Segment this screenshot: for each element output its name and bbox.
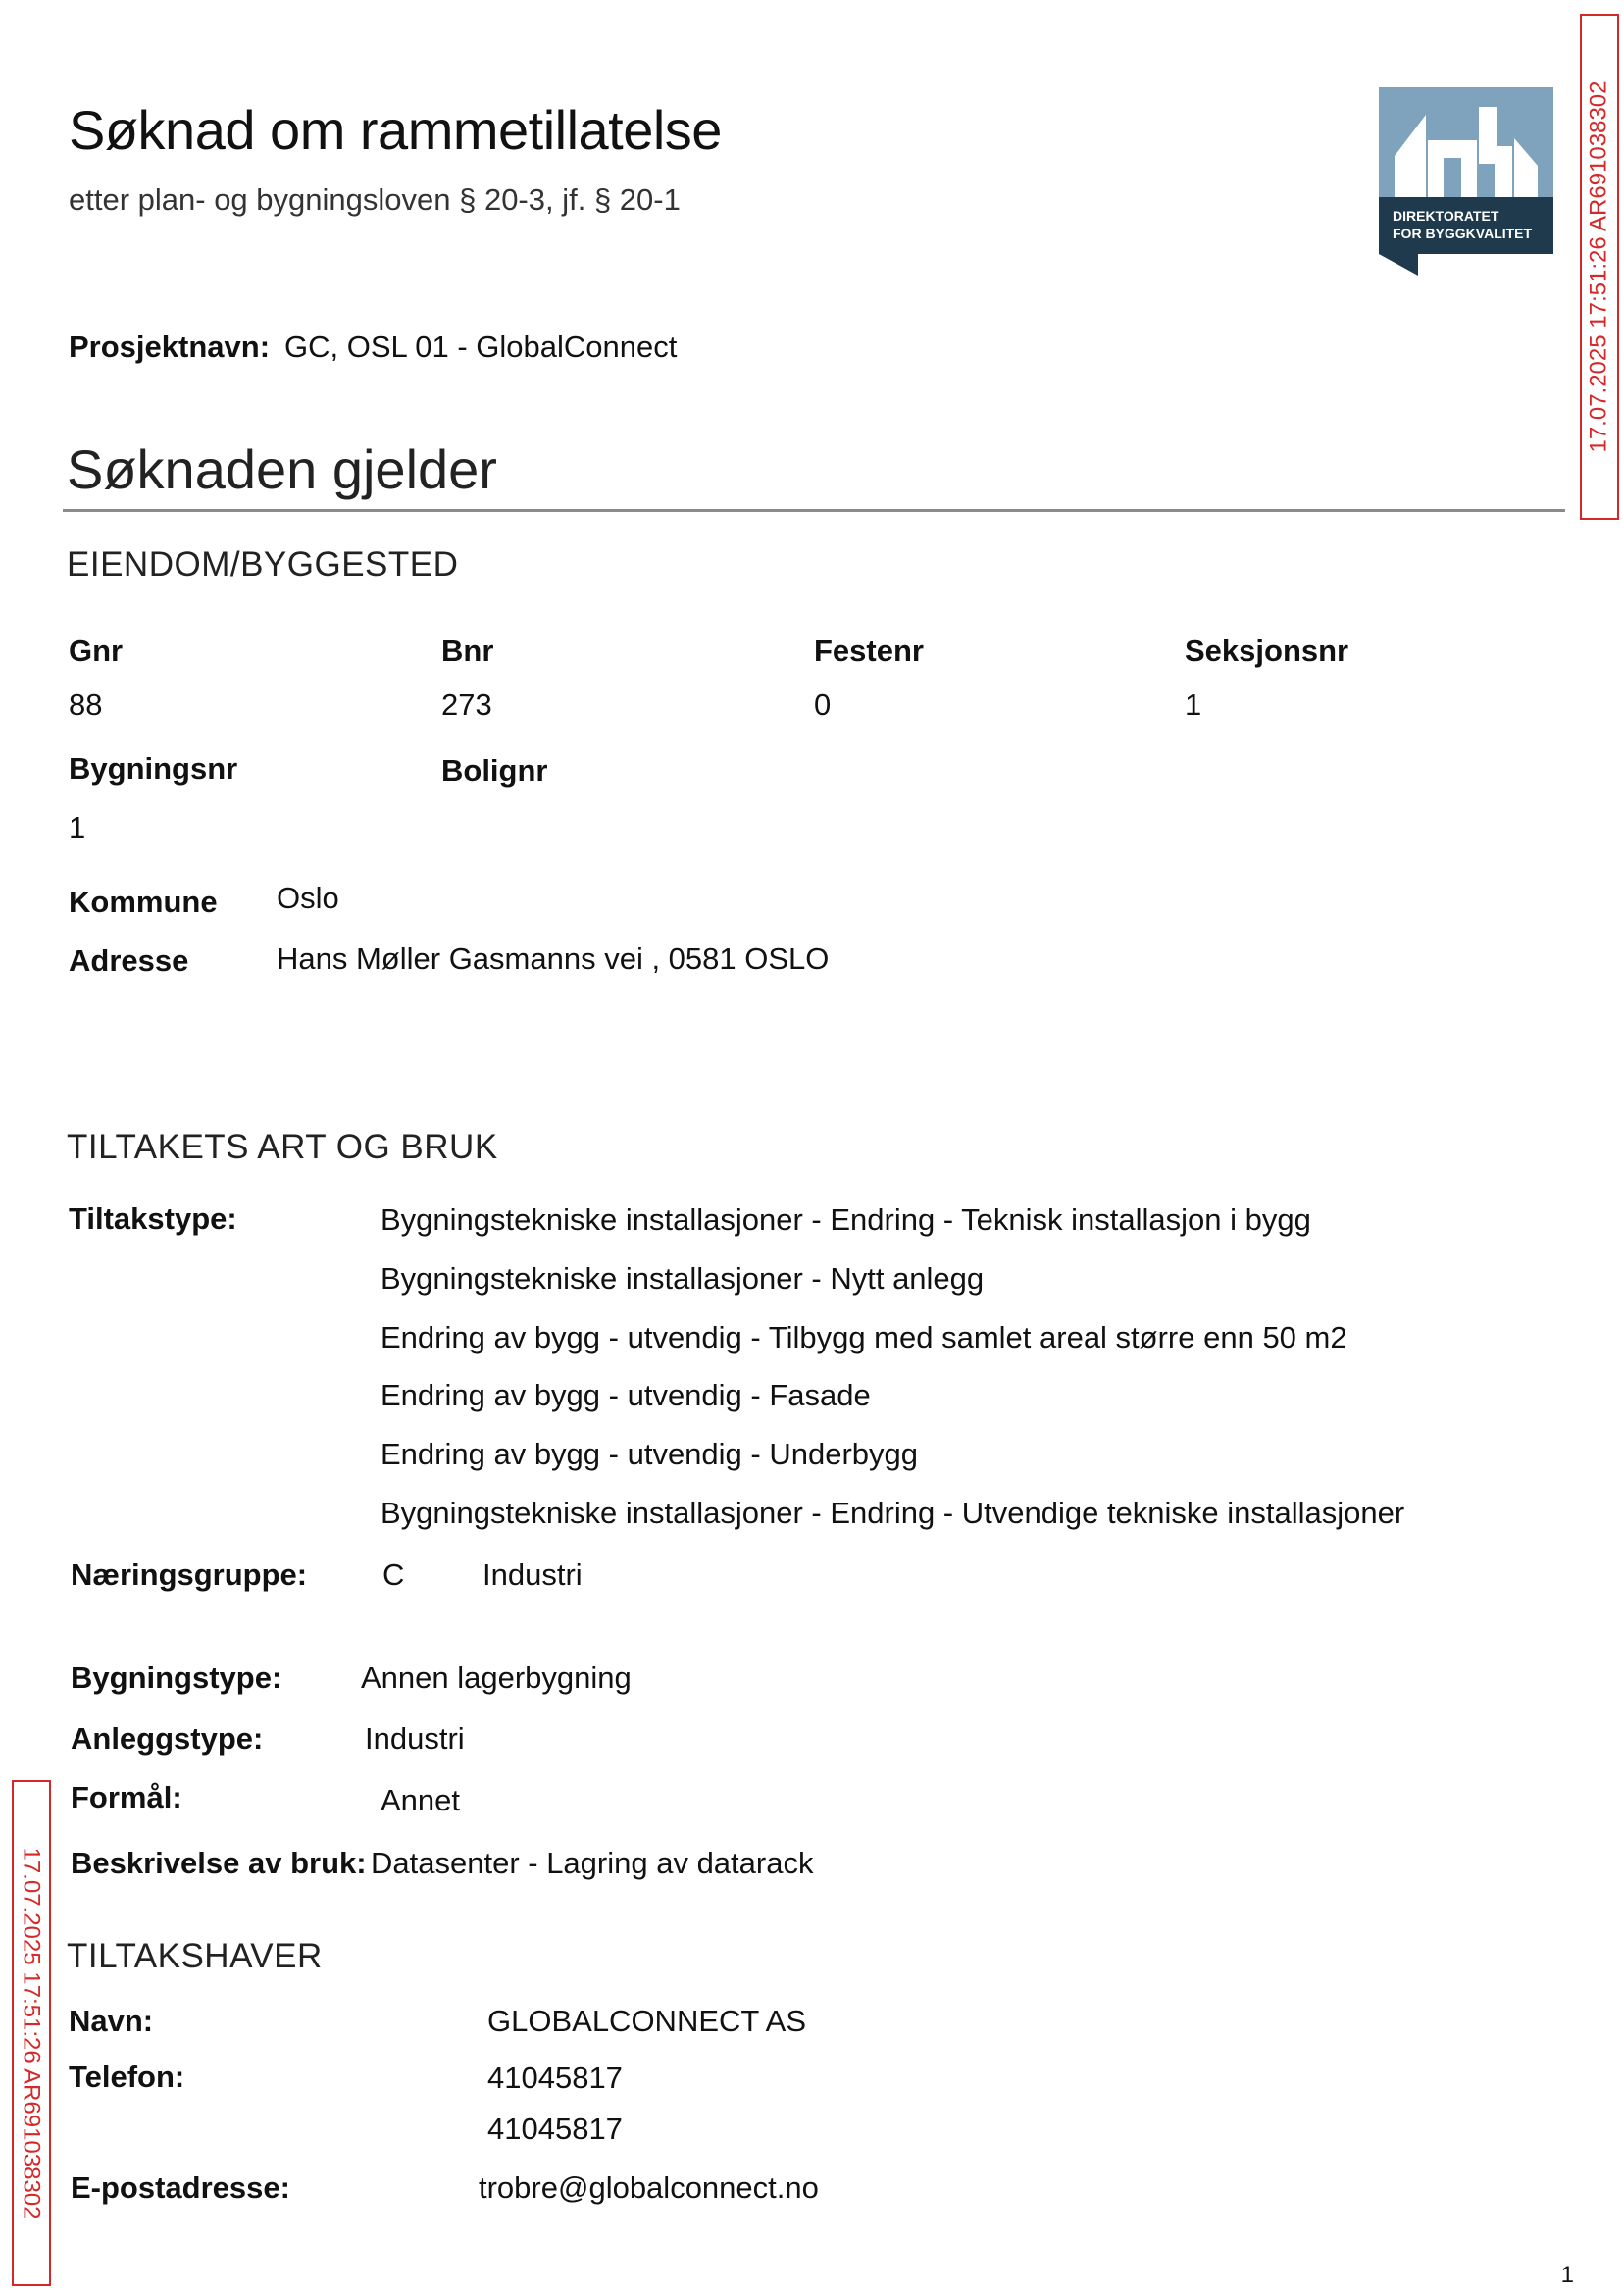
tiltakstype-item: Bygningstekniske installasjoner - Endring - Teknisk installasjon i bygg — [381, 1202, 1311, 1237]
anleggstype-label: Anleggstype: — [71, 1721, 264, 1756]
adresse-value: Hans Møller Gasmanns vei , 0581 OSLO — [277, 942, 830, 976]
tiltakshaver-heading: TILTAKSHAVER — [67, 1937, 323, 1975]
adresse-label: Adresse — [69, 943, 189, 978]
tiltak-heading: TILTAKETS ART OG BRUK — [67, 1128, 498, 1166]
bygningsnr-label: Bygningsnr — [69, 751, 238, 786]
telefon-value: 41045817 — [487, 2112, 623, 2146]
project-label: Prosjektnavn: — [69, 330, 271, 364]
bygningstype-value: Annen lagerbygning — [361, 1660, 632, 1695]
festenr-label: Festenr — [814, 634, 924, 668]
tiltakstype-item: Bygningstekniske installasjoner - Endring - Utvendige tekniske installasjoner — [381, 1496, 1405, 1530]
building-logo-icon — [1379, 87, 1553, 276]
page-title: Søknad om rammetillatelse — [69, 99, 722, 161]
naeringsgruppe-label: Næringsgruppe: — [71, 1557, 308, 1592]
bygningsnr-value: 1 — [69, 810, 86, 844]
navn-value: GLOBALCONNECT AS — [487, 2004, 807, 2038]
tiltakstype-item: Bygningstekniske installasjoner - Nytt anlegg — [381, 1261, 985, 1296]
telefon-label: Telefon: — [69, 2060, 185, 2094]
seksjonsnr-value: 1 — [1185, 688, 1202, 722]
epost-label: E-postadresse: — [71, 2170, 290, 2205]
navn-label: Navn: — [69, 2004, 154, 2038]
kommune-label: Kommune — [69, 885, 218, 919]
property-heading: EIENDOM/BYGGESTED — [67, 545, 459, 584]
kommune-value: Oslo — [277, 881, 339, 915]
festenr-value: 0 — [814, 688, 832, 722]
epost-value: trobre@globalconnect.no — [479, 2170, 819, 2205]
logo-text-line2: FOR BYGGKVALITET — [1393, 226, 1533, 241]
project-value: GC, OSL 01 - GlobalConnect — [284, 330, 678, 364]
dibk-logo — [1379, 87, 1553, 276]
bnr-label: Bnr — [441, 634, 494, 668]
bnr-value: 273 — [441, 688, 492, 722]
naeringsgruppe-code: C — [382, 1557, 405, 1592]
bygningstype-label: Bygningstype: — [71, 1660, 282, 1695]
timestamp-stamp-left: 17.07.2025 17:51:26 AR691038302 — [12, 1780, 51, 2286]
gnr-value: 88 — [69, 688, 103, 722]
logo-text-line1: DIREKTORATET — [1393, 208, 1499, 224]
page-subtitle: etter plan- og bygningsloven § 20-3, jf. § 20-1 — [69, 182, 681, 217]
naeringsgruppe-value: Industri — [482, 1557, 583, 1592]
section-title: Søknaden gjelder — [67, 438, 497, 500]
timestamp-stamp-right: 17.07.2025 17:51:26 AR691038302 — [1580, 14, 1619, 520]
bolignr-label: Bolignr — [441, 753, 548, 788]
page-number: 1 — [1560, 2262, 1574, 2288]
formal-value: Annet — [381, 1783, 461, 1817]
tiltakstype-item: Endring av bygg - utvendig - Fasade — [381, 1378, 871, 1412]
formal-label: Formål: — [71, 1780, 182, 1814]
beskrivelse-value: Datasenter - Lagring av datarack — [371, 1846, 814, 1880]
tiltakstype-item: Endring av bygg - utvendig - Underbygg — [381, 1437, 918, 1471]
tiltakstype-label: Tiltakstype: — [69, 1201, 237, 1236]
seksjonsnr-label: Seksjonsnr — [1185, 634, 1349, 668]
beskrivelse-label: Beskrivelse av bruk: — [71, 1846, 367, 1880]
gnr-label: Gnr — [69, 634, 124, 668]
tiltakstype-item: Endring av bygg - utvendig - Tilbygg med samlet areal større enn 50 m2 — [381, 1320, 1347, 1354]
anleggstype-value: Industri — [365, 1721, 465, 1756]
section-divider — [63, 509, 1565, 512]
telefon-value: 41045817 — [487, 2061, 623, 2095]
